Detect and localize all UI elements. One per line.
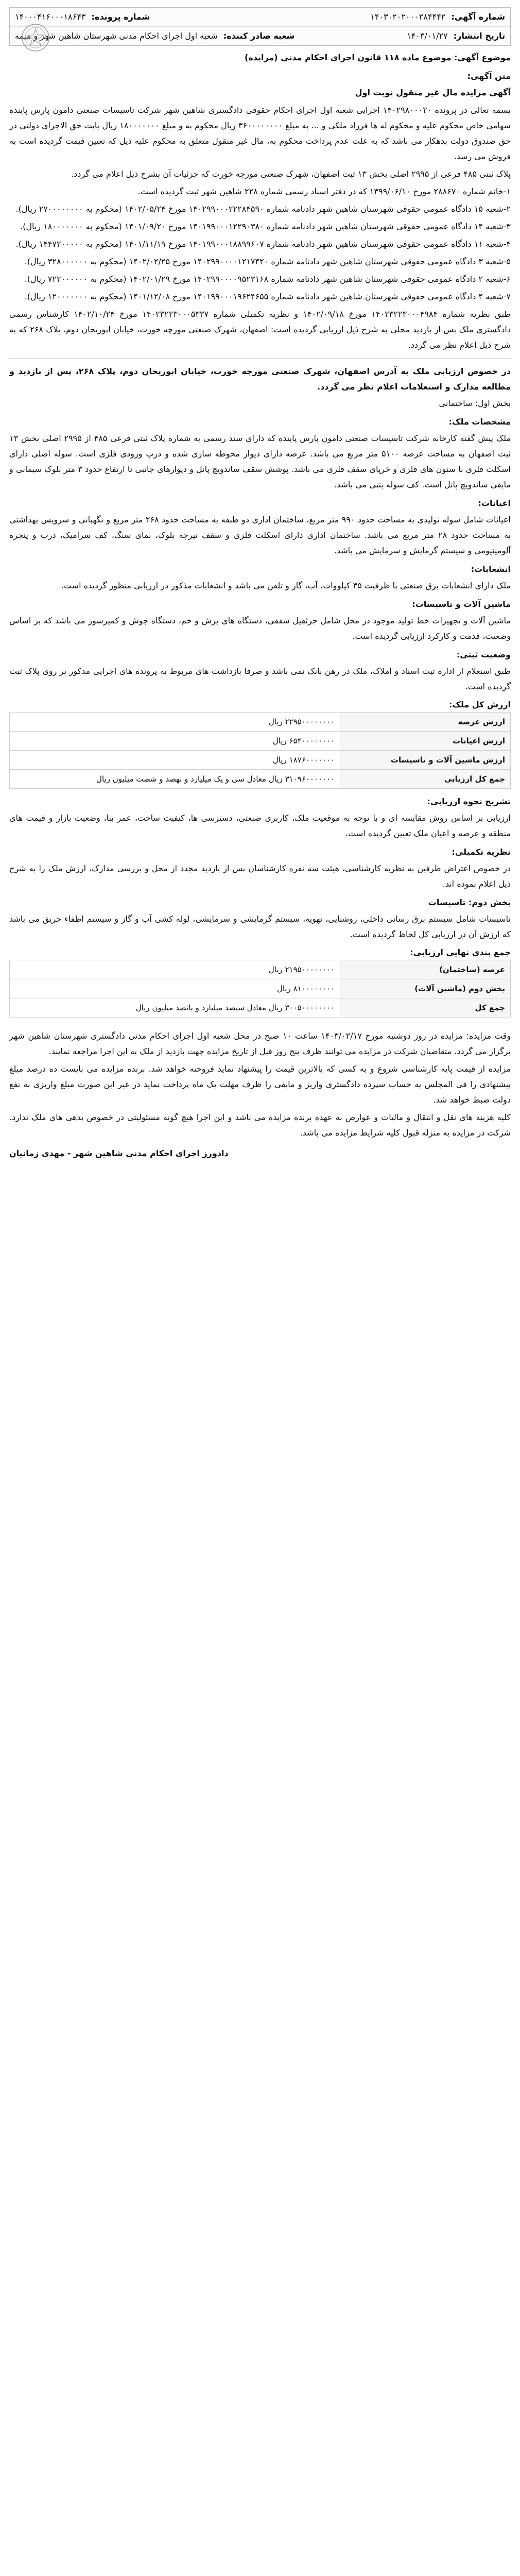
section-text: ماشین آلات و تجهیزات خط تولید موجود در محل شامل جرثقیل سقفی، دستگاه های برش و خم، دستگاه جوش و کمپرسور می باشد که بر اساس وضعیت، قدمت و کارکرد ارزیابی گردیده است. xyxy=(9,616,511,641)
judiciary-emblem-icon xyxy=(21,23,50,53)
signature: دادورز اجرای احکام مدنی شاهین شهر - مهدی زمانیان xyxy=(9,1148,229,1158)
closing-paragraph: مزایده از قیمت پایه کارشناسی شروع و به کسی که بالاترین قیمت را پیشنهاد نماید فروخته خواهد شد. برنده مزایده می بایست ده درصد مبلغ پیشنهادی را فی المجلس به حساب سپرده دادگستری واریز و مابقی را ظرف مهلت یک ماه پرداخت نماید در غیر این صورت مبلغ واریزی به نفع دولت ضبط خواهد شد. xyxy=(9,1064,511,1105)
section-title: انشعابات: xyxy=(471,564,511,574)
paragraph: ۳-شعبه ۱۴ دادگاه عمومی حقوقی شهرستان شاهین شهر دادنامه شماره ۱۴۰۱۹۹۰۰۰۱۲۲۹۰۳۸۰ مورخ ۱۴۰۱/۰۹/۲۰ (محکوم به ۱۸۰۰۰۰۰۰۰ ریال). xyxy=(20,222,511,231)
section-text: بخش اول: ساختمانی xyxy=(439,398,511,408)
section xyxy=(9,496,511,558)
divider xyxy=(9,358,511,359)
valuation-table-2 xyxy=(9,945,511,1018)
section-text: در خصوص اعتراض طرفین به نظریه کارشناسی، هیئت سه نفره کارشناسان پس از بازدید مجدد از محل و بررسی مدارک، ارزش ملک را به شرح ذیل اعلام نموده اند. xyxy=(9,863,511,889)
section xyxy=(9,597,511,644)
table-value: ۶۵۴۰۰۰۰۰۰۰۰ ریال xyxy=(10,732,340,751)
table-value: ۲۱۹۵۰۰۰۰۰۰۰۰ ریال xyxy=(10,960,340,979)
ad-body xyxy=(9,69,511,1161)
table-key: ارزش ماشین آلات و تاسیسات xyxy=(340,751,511,770)
section-text: ملک پیش گفته کارخانه شرکت تاسیسات صنعتی دامون پارس پاینده که دارای سند رسمی به شماره پلاک ثبتی فرعی ۴۸۵ از ۲۹۹۵ اصلی بخش ۱۳ ثبت اصفهان به مساحت عرصه ۵۱۰۰ متر مربع می باشد. عرصه دارای دیوار محوطه سازی شده و درب ورودی فلزی است. سوله اصلی دارای اسکلت فلزی با ستون های فلزی و خرپای سقف فلزی می باشد. پوشش سقف ساندویچ پانل و دیوارهای جانبی تا ارتفاع حدود ۳ متر بلوک سیمانی و مابقی ساندویچ پانل است. کف سوله بتنی می باشد. xyxy=(9,433,511,489)
header-row-date xyxy=(10,27,510,45)
section-title: تشریح نحوه ارزیابی: xyxy=(427,796,511,806)
section xyxy=(9,794,511,841)
paragraph: آگهی مزایده مال غیر منقول نوبت اول xyxy=(355,88,511,97)
table-value: ۳۰۰۵۰۰۰۰۰۰۰۰ ریال معادل سیصد میلیارد و پانصد میلیون ریال xyxy=(10,998,340,1018)
section xyxy=(9,844,511,892)
table-row xyxy=(10,770,511,789)
table-key: بخش دوم (ماشین آلات) xyxy=(340,979,511,998)
table-row xyxy=(10,713,511,732)
table-title: ارزش کل ملک: xyxy=(449,700,511,709)
valuation-grid xyxy=(9,960,511,1018)
table-title: جمع بندی نهایی ارزیابی: xyxy=(410,947,511,957)
section-title: بخش دوم: تاسیسات xyxy=(428,897,511,907)
table-key: عرصه (ساختمان) xyxy=(340,960,511,979)
section xyxy=(9,364,511,411)
section-title: اعیانات: xyxy=(478,498,511,508)
table-row xyxy=(10,979,511,998)
paragraph: ۶-شعبه ۲ دادگاه عمومی حقوقی شهرستان شاهین شهر دادنامه شماره ۱۴۰۲۹۹۰۰۰۰۹۵۲۳۱۶۸ مورخ ۱۴۰۲/۰۱/۲۹ (محکوم به ۷۲۲۰۰۰۰۰۰ ریال). xyxy=(24,274,511,284)
section-text: طبق استعلام از اداره ثبت اسناد و املاک، ملک در رهن بانک نمی باشد و صرفا بازداشت های مربوط به پرونده های اجرایی مذکور بر روی پلاک ثبت گردیده است. xyxy=(9,666,511,691)
table-value: ۱۸۷۶۰۰۰۰۰۰۰ ریال xyxy=(10,751,340,770)
paragraph: بسمه تعالی در پرونده ۱۴۰۲۹۸۰۰۰۲۰ اجرایی شعبه اول اجرای احکام حقوقی دادگستری شاهین شهر شرکت تاسیسات صنعتی دامون پارس پاینده سهامی خاص محکوم علیه و محکوم له ها فرزاد ملکی و ... به مبلغ ۳۶۰۰۰۰۰۰۰۰ ریال محکوم به و مبلغ ۱۸۰۰۰۰۰۰۰ ریال بابت حق الاجرای دولتی در حق صندوق دولت بدهکار می باشد که به علت عدم پرداخت محکوم به، مال غیر منقول متعلق به محکوم علیه ذیل که تعیین قیمت گردیده است به فروش می رسد. xyxy=(9,105,511,161)
paragraph: ۴-شعبه ۱۱ دادگاه عمومی حقوقی شهرستان شاهین شهر دادنامه شماره ۱۴۰۱۹۹۰۰۰۱۸۸۹۹۶۰۷ مورخ ۱۴۰۱/۱۱/۱۹ (محکوم به ۱۴۴۷۲۰۰۰۰۰ ریال). xyxy=(15,239,511,249)
section xyxy=(9,647,511,694)
table-value: ۲۲۹۵۰۰۰۰۰۰۰۰ ریال xyxy=(10,713,340,732)
section-text: تاسیسات شامل سیستم برق رسانی داخلی، روشنایی، تهویه، سیستم گرمایشی و سرمایشی، لوله کشی آب و گاز و سیستم اطفاء حریق می باشد که ارزش آن در ارزیابی کل لحاظ گردیده است. xyxy=(9,914,511,939)
section-title: نظریه تکمیلی: xyxy=(452,847,511,857)
table-row xyxy=(10,998,511,1018)
table-key: ارزش عرصه xyxy=(340,713,511,732)
case-number: شماره پرونده: ۱۴۰۰۰۴۱۶۰۰۰۱۸۶۴۳ xyxy=(15,12,150,22)
section xyxy=(9,414,511,493)
paragraph: ۵-شعبه ۳ دادگاه عمومی حقوقی شهرستان شاهین شهر دادنامه شماره ۱۴۰۲۹۹۰۰۰۰۱۲۱۷۴۲۰ مورخ ۱۴۰۲/۰۲/۲۵ (محکوم به ۳۲۸۰۰۰۰۰۰ ریال). xyxy=(24,257,511,266)
issuer: شعبه صادر کننده: شعبه اول اجرای احکام مدنی شهرستان شاهین شهر و میمه xyxy=(15,31,295,41)
section-title: وضعیت ثبتی: xyxy=(456,650,511,659)
section-text: ملک دارای انشعابات برق صنعتی با ظرفیت ۳۵ کیلووات، آب، گاز و تلفن می باشد و انشعابات مذکور در ارزیابی منظور گردیده است. xyxy=(61,581,511,590)
table-key: جمع کل xyxy=(340,998,511,1018)
paragraph: ۲-شعبه ۱۵ دادگاه عمومی حقوقی شهرستان شاهین شهر دادنامه شماره ۱۴۰۲۹۹۰۰۰۲۲۲۸۴۵۹۰ مورخ ۱۴۰۲/۰۵/۲۴ (محکوم به ۲۷۰۰۰۰۰۰۰۰ ریال). xyxy=(15,204,511,214)
section-title: مشخصات ملک: xyxy=(448,417,511,427)
table-value: ۸۱۰۰۰۰۰۰۰۰ ریال xyxy=(10,979,340,998)
paragraph: ۷-شعبه ۴ دادگاه عمومی حقوقی شهرستان شاهین شهر دادنامه شماره ۱۴۰۱۹۹۰۰۰۱۹۶۲۴۶۵۵ مورخ ۱۴۰۱/۱۲/۰۸ (محکوم به ۱۲۰۰۰۰۰۰۰ ریال). xyxy=(24,292,511,301)
valuation-grid xyxy=(9,712,511,789)
paragraph: ۱-خانم شماره ۲۸۸۶۷۰ مورخ ۱۳۹۹/۰۶/۱۰ که در دفتر اسناد رسمی شماره ۲۲۸ شاهین شهر ثبت گردیده است. xyxy=(137,187,511,196)
table-key: جمع کل ارزیابی xyxy=(340,770,511,789)
ad-header xyxy=(9,7,511,46)
publish-date: تاریخ انتشار: ۱۴۰۳/۰۱/۲۷ xyxy=(407,31,505,41)
table-row xyxy=(10,732,511,751)
ad-topic: موضوع آگهی: موضوع ماده ۱۱۸ قانون اجرای احکام مدنی (مزایده) xyxy=(244,53,511,62)
table-row xyxy=(10,751,511,770)
section-text: اعیانات شامل سوله تولیدی به مساحت حدود ۹۹۰ متر مربع، ساختمان اداری دو طبقه به مساحت حدود ۲۶۸ متر مربع و نگهبانی و سرویس بهداشتی به مساحت حدود ۲۸ متر مربع می باشد. ساختمان اداری دارای اسکلت فلزی و سقف تیرچه بلوک، نمای سنگ، کف سرامیک، درب و پنجره آلومینیومی و سیستم گرمایش و سرمایش می باشد. xyxy=(9,515,511,555)
paragraph: طبق نظریه شماره ۱۴۰۲۳۲۲۳۰۰۰۴۹۸۴ مورخ ۱۴۰۲/۰۹/۱۸ و نظریه تکمیلی شماره ۱۴۰۲۳۲۲۳۰۰۰۵۳۳۷ مورخ ۱۴۰۲/۱۰/۲۴ کارشناس رسمی دادگستری ملک پس از بازدید محلی به شرح ذیل ارزیابی گردیده است: اصفهان، شهرک صنعتی مورچه خورت، خیابان ابوریحان دوم، پلاک ۲۶۸ که به شرح ذیل اعلام نظر می گردد. xyxy=(9,309,511,350)
section xyxy=(9,895,511,942)
header-row-numbers xyxy=(10,8,510,27)
section-text: ارزیابی بر اساس روش مقایسه ای و با توجه به موقعیت ملک، کاربری صنعتی، دسترسی ها، کیفیت ساخت، عمر بنا، وضعیت بازار و قیمت های منطقه و عرصه و اعیان ملک تعیین گردیده است. xyxy=(9,813,511,838)
table-row xyxy=(10,960,511,979)
ad-number: شماره آگهی: ۱۴۰۳۰۲۰۲۰۰۰۲۸۴۴۴۲ xyxy=(370,12,505,22)
closing-paragraph: کلیه هزینه های نقل و انتقال و مالیات و عوارض به عهده برنده مزایده می باشد و این اجرا هیچ گونه مسئولیتی در خصوص بدهی های ملک ندارد. شرکت در مزایده به منزله قبول کلیه شرایط مزایده می باشد. xyxy=(9,1112,511,1138)
paragraph: پلاک ثبتی ۴۸۵ فرعی از ۲۹۹۵ اصلی بخش ۱۳ ثبت اصفهان، شهرک صنعتی مورچه خورت که جزئیات آن بشرح ذیل اعلام می گردد. xyxy=(71,169,511,179)
table-key: ارزش اعیانات xyxy=(340,732,511,751)
section-title: ماشین آلات و تاسیسات: xyxy=(412,599,511,609)
valuation-table-1 xyxy=(9,698,511,789)
body-label: متن آگهی: xyxy=(467,71,511,81)
table-value: ۳۱۰۹۶۰۰۰۰۰۰۰ ریال معادل سی و یک میلیارد و نهصد و شصت میلیون ریال xyxy=(10,770,340,789)
section-title: در خصوص ارزیابی ملک به آدرس اصفهان، شهرک صنعتی مورچه خورت، خیابان ابوریحان دوم، پلاک ۲۶۸، پس از بازدید و مطالعه مدارک و استعلامات اعلام نظر می گردد. xyxy=(9,366,511,392)
section xyxy=(9,562,511,594)
closing-paragraph: وقت مزایده: مزایده در روز دوشنبه مورخ ۱۴۰۳/۰۲/۱۷ ساعت ۱۰ صبح در محل شعبه اول اجرای احکام مدنی دادگستری شهرستان شاهین شهر برگزار می گردد. متقاضیان شرکت در مزایده می توانند ظرف پنج روز قبل از تاریخ مزایده جهت بازدید از ملک به این اجرا مراجعه نمایند. xyxy=(9,1031,511,1056)
